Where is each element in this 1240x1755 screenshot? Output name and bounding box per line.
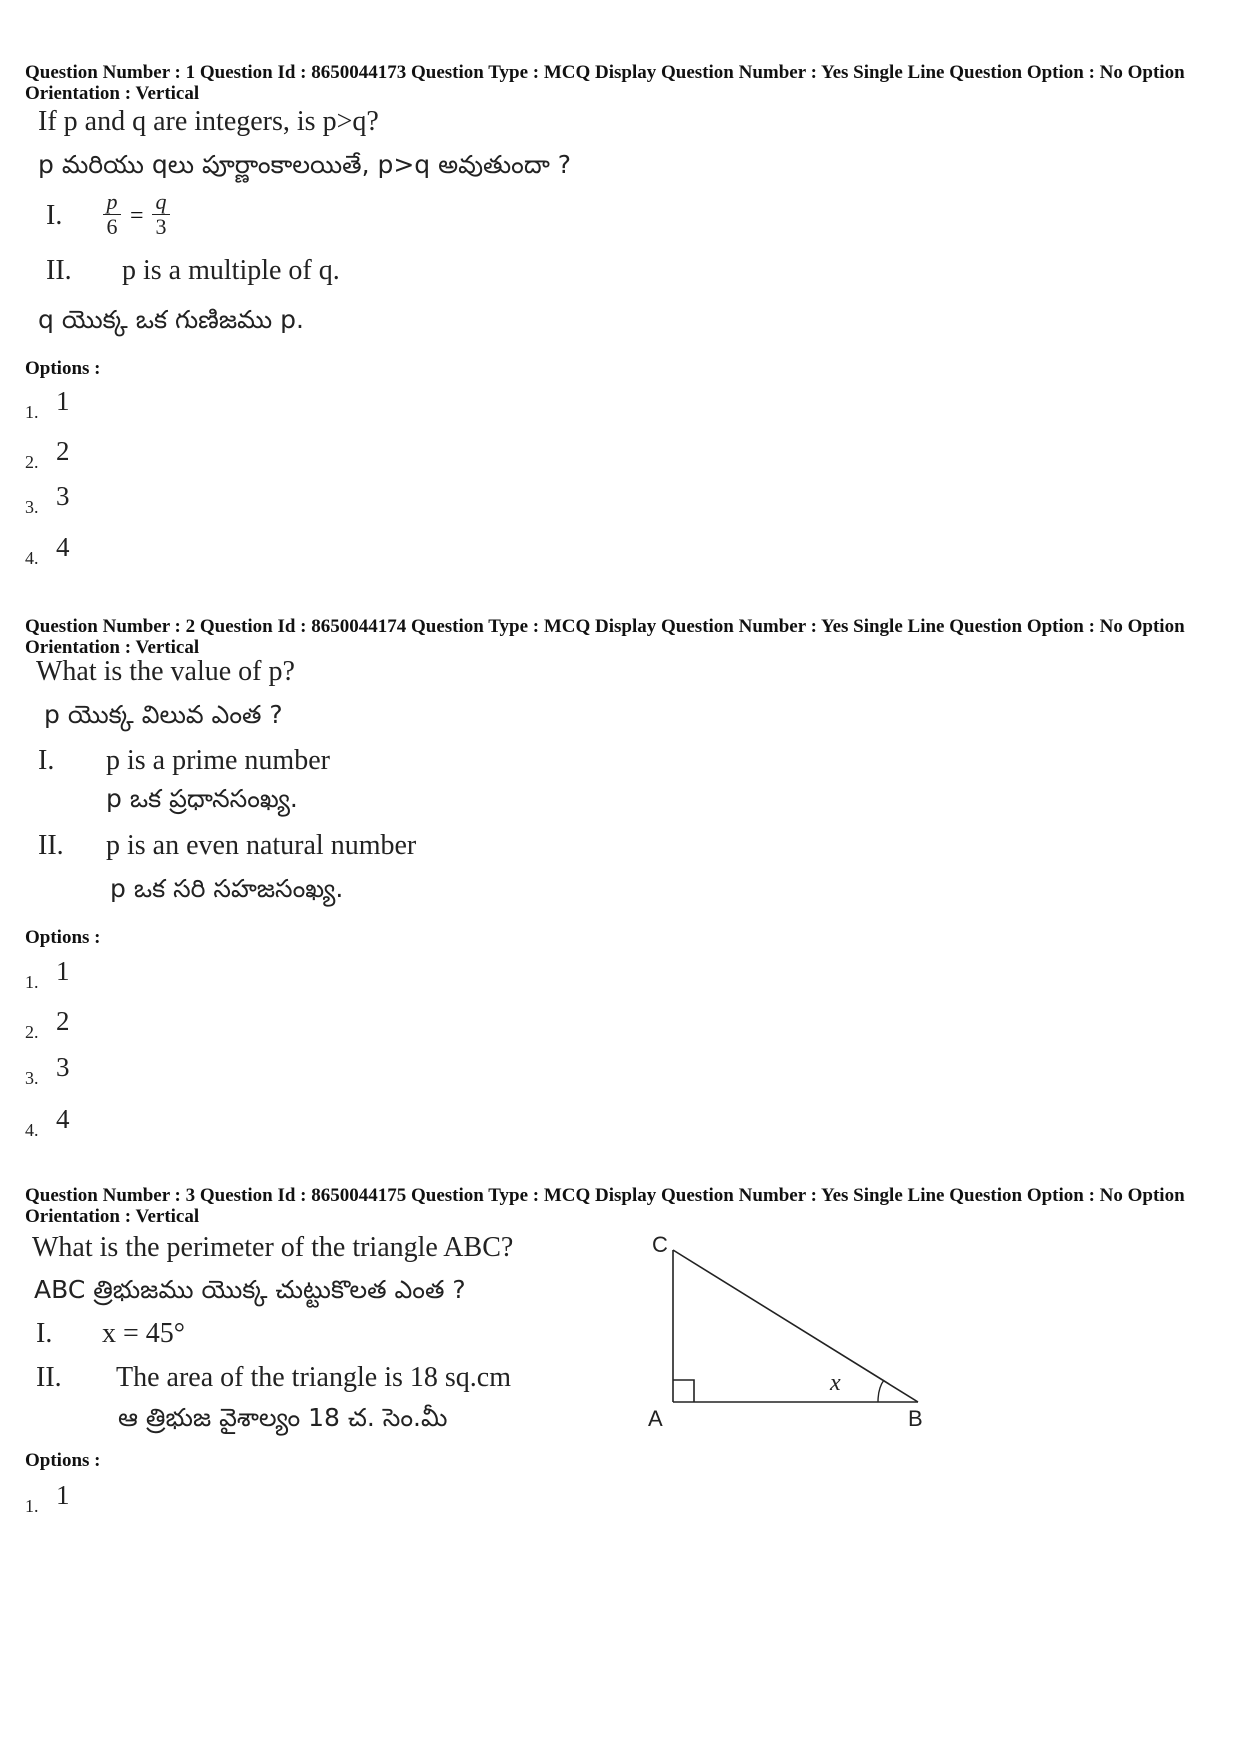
q2-statement-1-text-te: p ఒక ప్రధానసంఖ్య. [106,784,298,813]
q1-option-2-number: 2. [25,452,39,472]
question-3-text-en: What is the perimeter of the triangle ABC? [32,1232,514,1263]
question-3-header: Question Number : 3 Question Id : 8650044175 Question Type : MCQ Display Question Number : Yes Single Line Question Option : No Option Orientation : Vertical [25,1185,1185,1227]
q1-option-2-value[interactable]: 2 [56,436,70,466]
triangle-abc-diagram [640,1230,940,1440]
vertex-label-a: A [648,1406,663,1431]
q2-statement-1-numeral: I. [38,745,55,776]
q1-statement-2-text-te: q యొక్క ఒక గుణిజము p. [38,305,304,334]
q1-option-1-number: 1. [25,402,39,422]
q1-option-4-value[interactable]: 4 [56,532,70,562]
q3-statement-1-text-en: x = 45° [102,1318,185,1349]
q1-option-4-number: 4. [25,548,39,568]
q2-statement-1-text-en: p is a prime number [106,745,330,776]
q2-statement-2-text-en: p is an even natural number [106,830,417,861]
triangle-side-bc [673,1250,918,1402]
fraction-numerator: p [106,189,118,214]
question-1-text-en: If p and q are integers, is p>q? [38,106,379,137]
q3-statement-2-text-te: ఆ త్రిభుజ వైశాల్యం 18 చ. సెం.మీ [118,1403,448,1432]
fraction-numerator: q [155,189,167,214]
question-2-header: Question Number : 2 Question Id : 8650044174 Question Type : MCQ Display Question Number : Yes Single Line Question Option : No Option Orientation : Vertical [25,616,1185,658]
q2-option-4-number: 4. [25,1120,39,1140]
fraction-denominator: 3 [155,214,167,239]
q1-fraction-p-over-6 [103,190,121,239]
q1-option-1-value[interactable]: 1 [56,386,70,416]
q1-fraction-q-over-3 [152,190,170,239]
right-angle-marker [673,1380,694,1402]
q2-statement-2-text-te: p ఒక సరి సహజసంఖ్య. [110,874,344,903]
q1-option-3-value[interactable]: 3 [56,481,70,511]
q3-statement-2-numeral: II. [36,1362,62,1393]
q1-options-label: Options : [25,358,101,379]
q2-option-3-value[interactable]: 3 [56,1052,70,1082]
q1-statement-2-numeral: II. [46,255,72,286]
q3-statement-2-text-en: The area of the triangle is 18 sq.cm [116,1362,511,1393]
q2-option-1-value[interactable]: 1 [56,956,70,986]
question-2-text-te: p యొక్క విలువ ఎంత ? [44,700,283,729]
question-2-text-en: What is the value of p? [36,656,295,687]
q1-option-3-number: 3. [25,497,39,517]
q2-option-2-number: 2. [25,1022,39,1042]
q2-option-1-number: 1. [25,972,39,992]
q2-options-label: Options : [25,927,101,948]
vertex-label-c: C [652,1232,668,1257]
q1-statement-2-text-en: p is a multiple of q. [122,255,340,286]
q3-option-1-number: 1. [25,1496,39,1516]
angle-label-x: x [830,1370,841,1396]
question-1-text-te: p మరియు qలు పూర్ణాంకాలయితే, p>q అవుతుందా ? [38,150,572,179]
vertex-label-b: B [908,1406,923,1431]
q2-option-3-number: 3. [25,1068,39,1088]
question-3-text-te: ABC త్రిభుజము యొక్క చుట్టుకొలత ఎంత ? [34,1275,466,1304]
q2-option-4-value[interactable]: 4 [56,1104,70,1134]
q1-statement-1-numeral: I. [46,200,63,231]
q1-equals-sign: = [130,203,144,229]
fraction-denominator: 6 [106,214,118,239]
q2-statement-2-numeral: II. [38,830,64,861]
angle-x-arc [878,1380,884,1402]
q2-option-2-value[interactable]: 2 [56,1006,70,1036]
q3-statement-1-numeral: I. [36,1318,53,1349]
q3-option-1-value[interactable]: 1 [56,1480,70,1510]
q3-options-label: Options : [25,1450,101,1471]
question-1-header: Question Number : 1 Question Id : 8650044173 Question Type : MCQ Display Question Number : Yes Single Line Question Option : No Option Orientation : Vertical [25,62,1185,104]
